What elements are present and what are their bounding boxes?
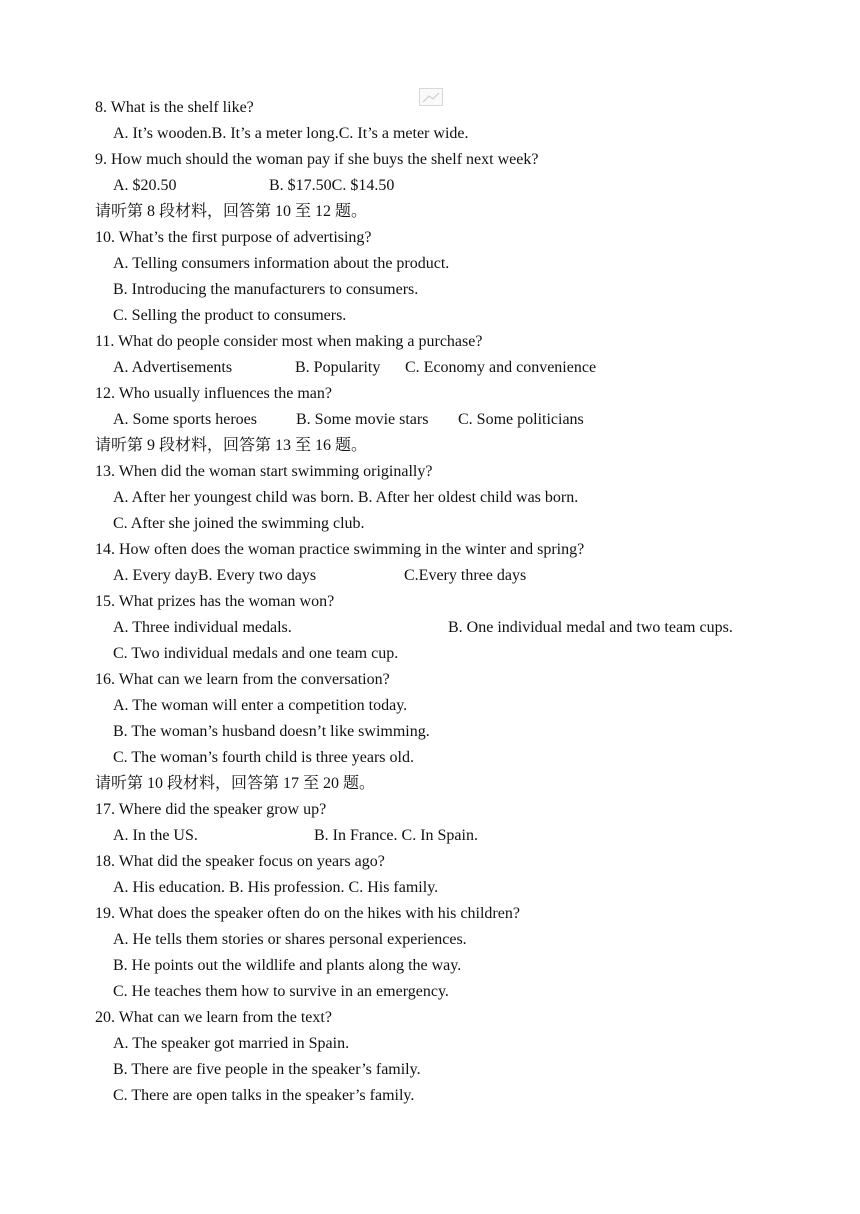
question-12-option-c: C. Some politicians [458,411,584,428]
question-13-options-ab: A. After her youngest child was born. B. After her oldest child was born. [113,489,579,506]
question-16-option-b: B. The woman’s husband doesn’t like swimming. [113,723,430,740]
question-12-option-b: B. Some movie stars [296,411,429,428]
question-15-stem: 15. What prizes has the woman won? [95,593,335,610]
question-11-option-a: A. Advertisements [113,359,233,376]
question-11-stem: 11. What do people consider most when making a purchase? [95,333,483,350]
question-19-option-a: A. He tells them stories or shares personal experiences. [113,931,467,948]
question-15-option-a: A. Three individual medals. [113,619,292,636]
question-20-stem: 20. What can we learn from the text? [95,1009,332,1026]
question-12-option-a: A. Some sports heroes [113,411,257,428]
question-19-option-c: C. He teaches them how to survive in an emergency. [113,983,449,1000]
question-20-option-b: B. There are five people in the speaker’s family. [113,1061,421,1078]
question-10-option-b: B. Introducing the manufacturers to consumers. [113,281,419,298]
question-14-option-c: C.Every three days [404,567,527,584]
question-9-option-a: A. $20.50 [113,177,177,194]
question-11-option-b: B. Popularity [295,359,381,376]
question-20-option-c: C. There are open talks in the speaker’s family. [113,1087,415,1104]
question-16-option-a: A. The woman will enter a competition today. [113,697,408,714]
question-12-stem: 12. Who usually influences the man? [95,385,332,402]
question-8-stem: 8. What is the shelf like? [95,99,254,116]
question-10-stem: 10. What’s the first purpose of advertising? [95,229,372,246]
question-11-option-c: C. Economy and convenience [405,359,597,376]
question-16-stem: 16. What can we learn from the conversation? [95,671,390,688]
question-13-stem: 13. When did the woman start swimming originally? [95,463,433,480]
question-20-option-a: A. The speaker got married in Spain. [113,1035,350,1052]
question-8-options: A. It’s wooden.B. It’s a meter long.C. It’s a meter wide. [113,125,469,142]
question-17-stem: 17. Where did the speaker grow up? [95,801,327,818]
question-9-stem: 9. How much should the woman pay if she buys the shelf next week? [95,151,539,168]
question-16-option-c: C. The woman’s fourth child is three years old. [113,749,414,766]
question-19-stem: 19. What does the speaker often do on the hikes with his children? [95,905,520,922]
question-9-options-bc: B. $17.50C. $14.50 [269,177,395,194]
question-10-option-c: C. Selling the product to consumers. [113,307,347,324]
question-18-options: A. His education. B. His profession. C. His family. [113,879,439,896]
question-13-option-c: C. After she joined the swimming club. [113,515,365,532]
question-10-option-a: A. Telling consumers information about the product. [113,255,450,272]
question-15-option-b: B. One individual medal and two team cups. [448,619,733,636]
broken-image-icon [419,88,443,106]
question-17-option-a: A. In the US. [113,827,198,844]
section-9-instruction: 请听第 9 段材料，回答第 13 至 16 题。 [95,437,368,454]
question-17-options-bc: B. In France. C. In Spain. [314,827,478,844]
question-18-stem: 18. What did the speaker focus on years ago? [95,853,385,870]
question-19-option-b: B. He points out the wildlife and plants along the way. [113,957,462,974]
question-14-options-ab: A. Every dayB. Every two days [113,567,317,584]
section-8-instruction: 请听第 8 段材料，回答第 10 至 12 题。 [95,203,368,220]
question-15-option-c: C. Two individual medals and one team cup. [113,645,399,662]
question-14-stem: 14. How often does the woman practice swimming in the winter and spring? [95,541,585,558]
section-10-instruction: 请听第 10 段材料，回答第 17 至 20 题。 [95,775,376,792]
